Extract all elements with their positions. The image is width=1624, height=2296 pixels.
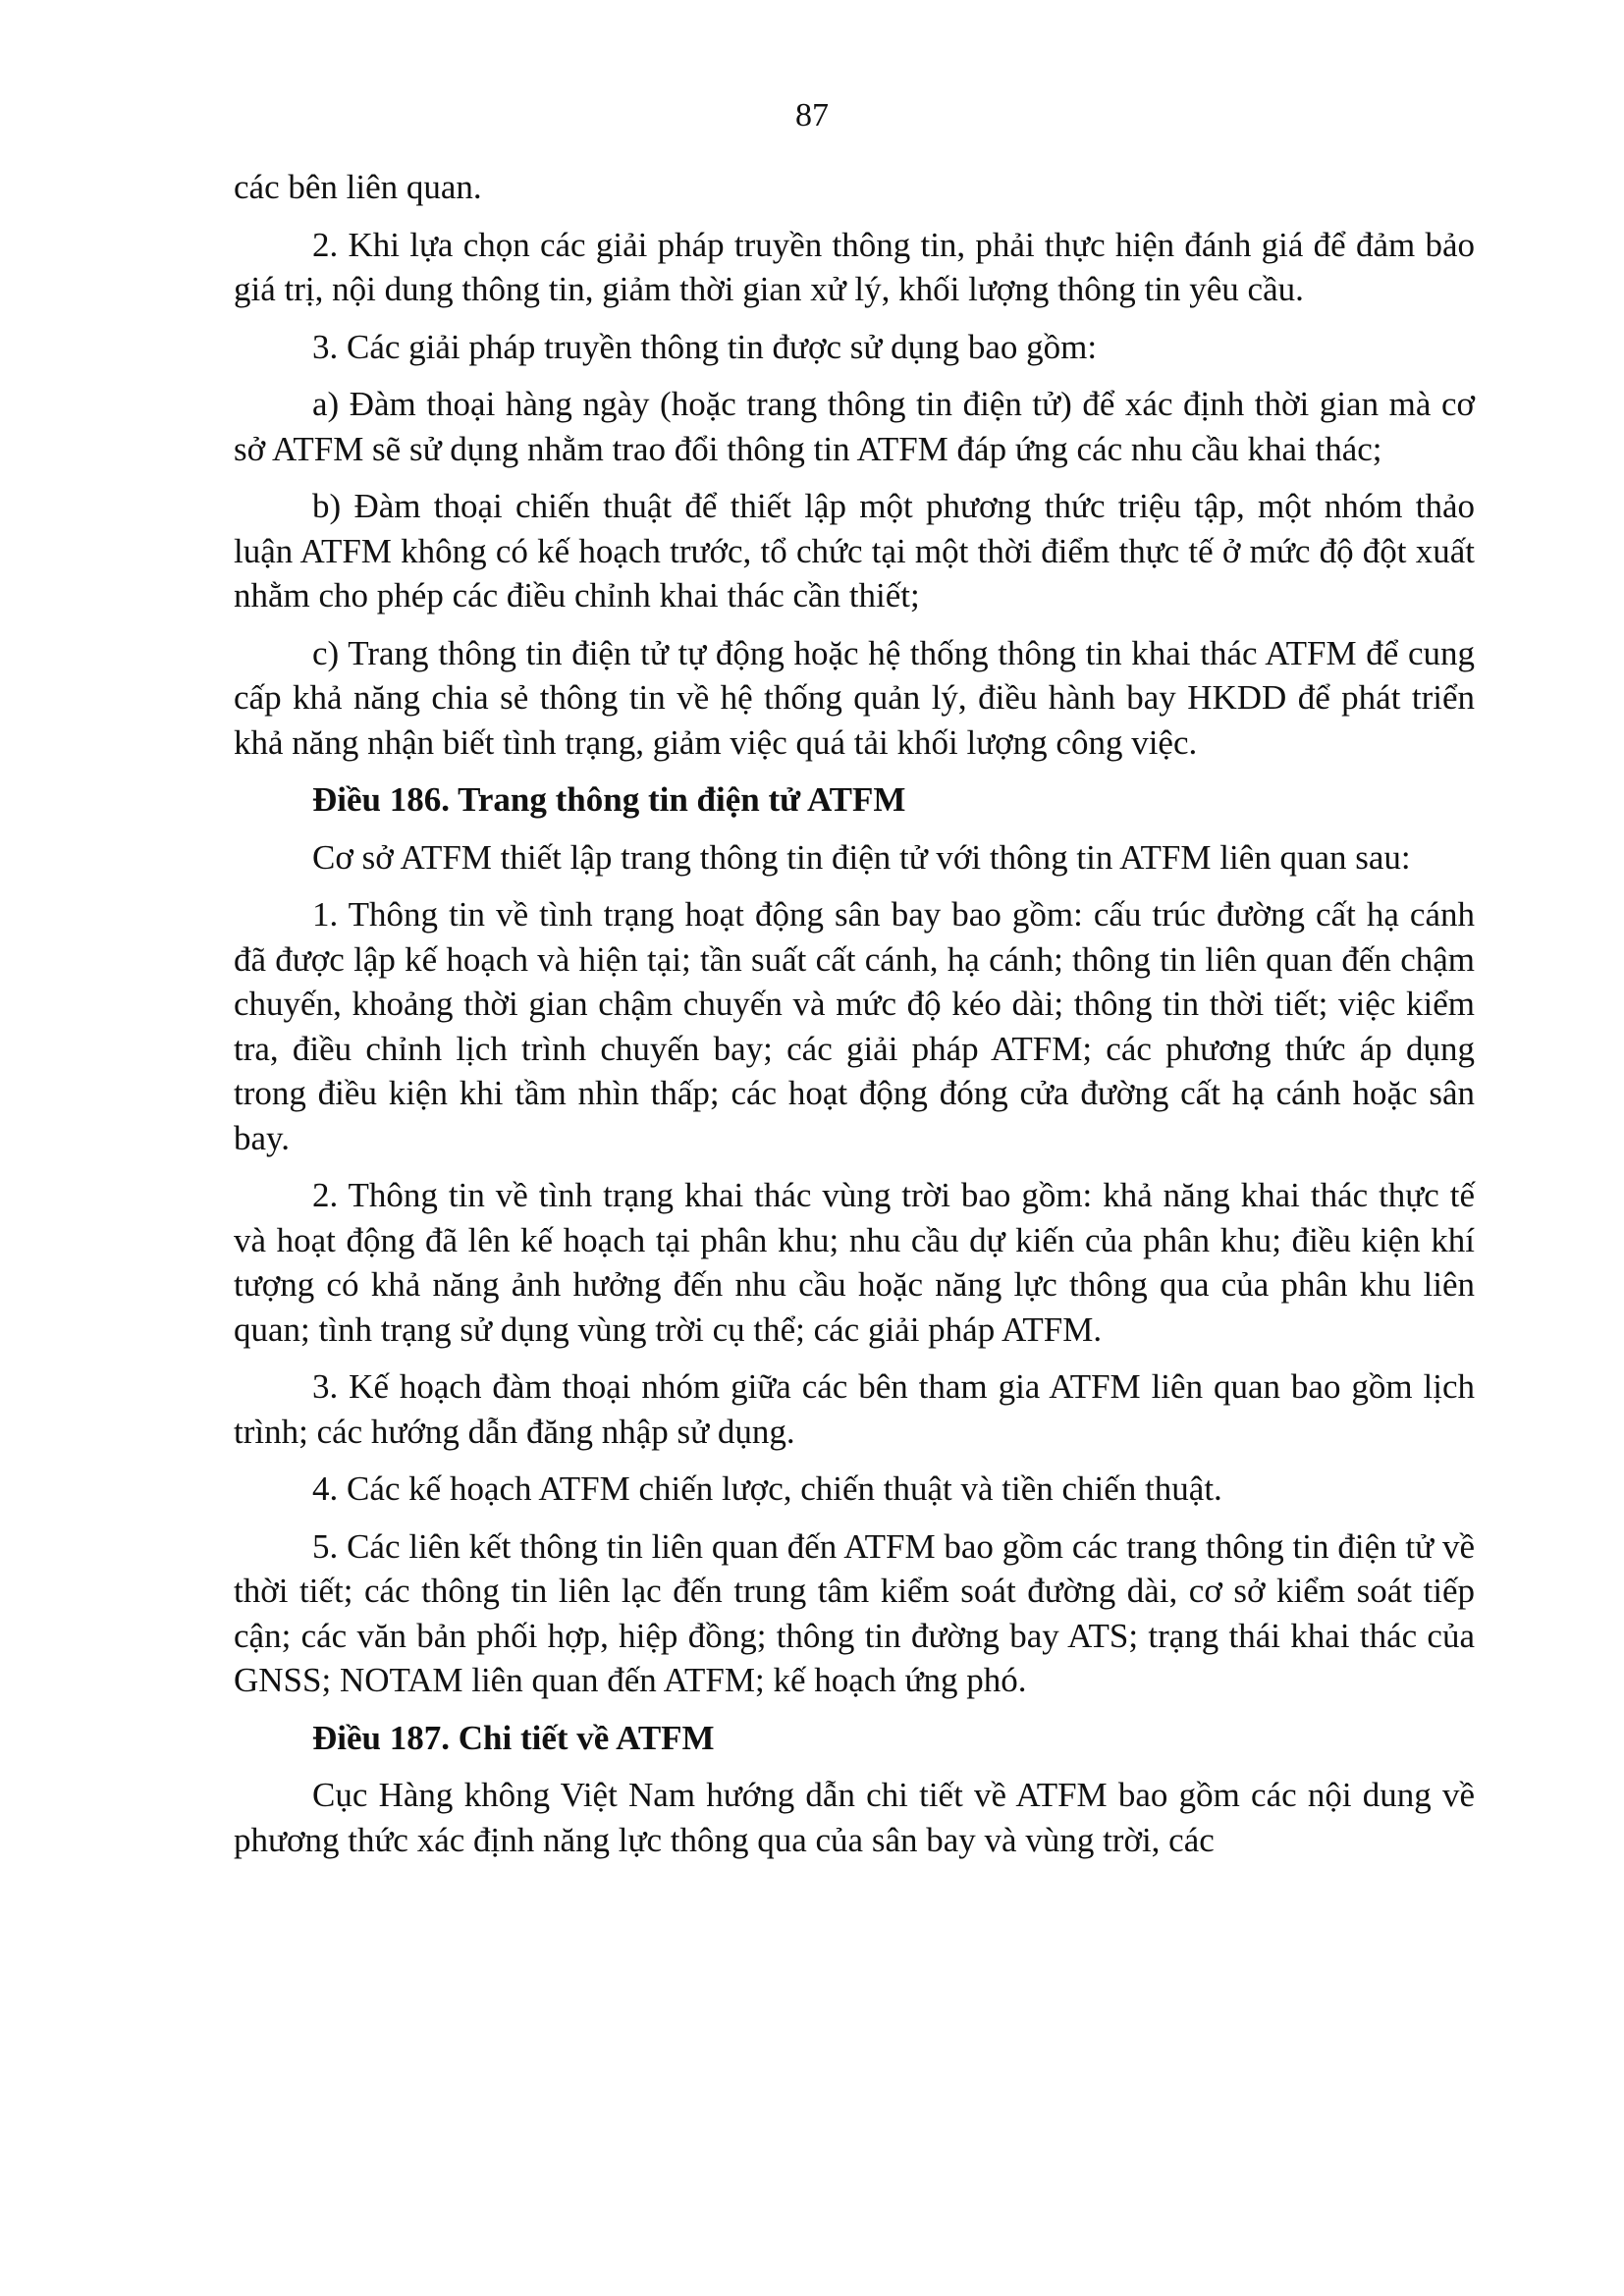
paragraph: 1. Thông tin về tình trạng hoạt động sân bay bao gồm: cấu trúc đường cất hạ cánh đã được lập kế hoạch và hiện tại; tần suất cất cánh, hạ cánh; thông tin liên quan đến chậm chuyến, khoảng thời gian chậm chuyến và mức độ kéo dài; thông tin thời tiết; việc kiểm tra, điều chỉnh lịch trình chuyến bay; các giải pháp ATFM; các phương thức áp dụng trong điều kiện khi tầm nhìn thấp; các hoạt động đóng cửa đường cất hạ cánh hoặc sân bay. bbox=[234, 895, 1475, 1157]
article-heading: Điều 187. Chi tiết về ATFM bbox=[312, 1718, 715, 1757]
paragraph: 4. Các kế hoạch ATFM chiến lược, chiến thuật và tiền chiến thuật. bbox=[312, 1469, 1222, 1508]
paragraph: Cơ sở ATFM thiết lập trang thông tin điện tử với thông tin ATFM liên quan sau: bbox=[312, 837, 1411, 877]
continuation-paragraph: các bên liên quan. bbox=[234, 168, 482, 206]
paragraph: Cục Hàng không Việt Nam hướng dẫn chi tiết về ATFM bao gồm các nội dung về phương thức xác định năng lực thông qua của sân bay và vùng trời, các bbox=[234, 1776, 1475, 1859]
paragraph: 5. Các liên kết thông tin liên quan đến ATFM bao gồm các trang thông tin điện tử về thời tiết; các thông tin liên lạc đến trung tâm kiểm soát đường dài, cơ sở kiểm soát tiếp cận; các văn bản phối hợp, hiệp đồng; thông tin đường bay ATS; trạng thái khai thác của GNSS; NOTAM liên quan đến ATFM; kế hoạch ứng phó. bbox=[234, 1526, 1475, 1699]
paragraph: a) Đàm thoại hàng ngày (hoặc trang thông tin điện tử) để xác định thời gian mà cơ sở ATFM sẽ sử dụng nhằm trao đổi thông tin ATFM đáp ứng các nhu cầu khai thác; bbox=[234, 385, 1475, 468]
paragraph: b) Đàm thoại chiến thuật để thiết lập một phương thức triệu tập, một nhóm thảo luận ATFM không có kế hoạch trước, tổ chức tại một thời điểm thực tế ở mức độ đột xuất nhằm cho phép các điều chỉnh khai thác cần thiết; bbox=[234, 487, 1475, 614]
paragraph: 3. Các giải pháp truyền thông tin được sử dụng bao gồm: bbox=[312, 327, 1098, 366]
document-body bbox=[234, 165, 1475, 1875]
paragraph: c) Trang thông tin điện tử tự động hoặc hệ thống thông tin khai thác ATFM để cung cấp khả năng chia sẻ thông tin về hệ thống quản lý, điều hành bay HKDD để phát triển khả năng nhận biết tình trạng, giảm việc quá tải khối lượng công việc. bbox=[234, 633, 1475, 762]
paragraph: 2. Thông tin về tình trạng khai thác vùng trời bao gồm: khả năng khai thác thực tế và hoạt động đã lên kế hoạch tại phân khu; nhu cầu dự kiến của phân khu; điều kiện khí tượng có khả năng ảnh hưởng đến nhu cầu hoặc năng lực thông qua của phân khu liên quan; tình trạng sử dụng vùng trời cụ thể; các giải pháp ATFM. bbox=[234, 1176, 1475, 1349]
paragraph: 3. Kế hoạch đàm thoại nhóm giữa các bên tham gia ATFM liên quan bao gồm lịch trình; các hướng dẫn đăng nhập sử dụng. bbox=[234, 1367, 1475, 1451]
article-heading: Điều 186. Trang thông tin điện tử ATFM bbox=[312, 780, 906, 819]
paragraph: 2. Khi lựa chọn các giải pháp truyền thông tin, phải thực hiện đánh giá để đảm bảo giá trị, nội dung thông tin, giảm thời gian xử lý, khối lượng thông tin yêu cầu. bbox=[234, 225, 1475, 308]
page-number: 87 bbox=[795, 97, 829, 133]
